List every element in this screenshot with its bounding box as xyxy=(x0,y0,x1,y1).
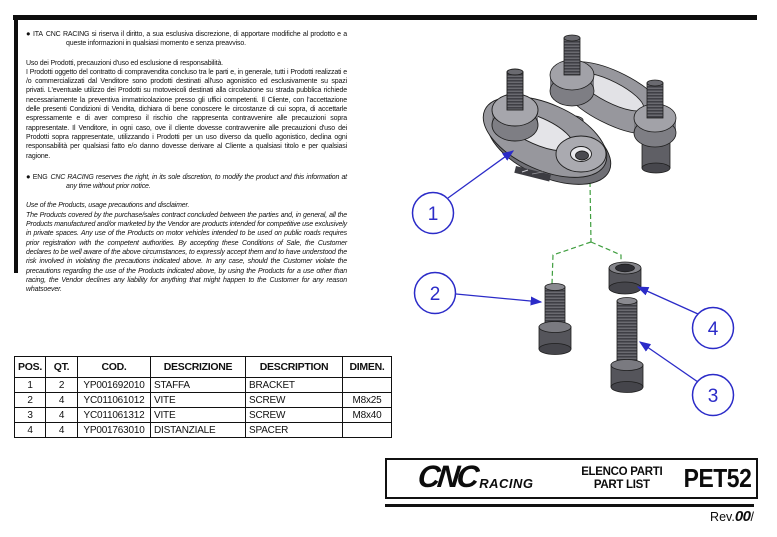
cell-code: YC011061012 xyxy=(78,393,151,408)
part-list-title xyxy=(565,466,679,492)
callout-1-label: 1 xyxy=(427,204,439,225)
eng-bullet-icon: ● xyxy=(26,171,31,181)
cell-description: SPACER xyxy=(246,423,343,438)
ita-usage-body: I Prodotti oggetto del contratto di compravendita concluso tra le parti e, in generale, tutti i Prodotti realizzati e /o commercializzati dal Venditore sono prodotti destinati all'uso agonistico ed esclusivamente su spazi privati. L'eventuale utilizzo dei Prodotti su motoveicoli destinati alla circolazione su strada pubblica richiede necessariamente la preventiva immatricolazione presso gli uffici competenti. Il Cliente, con l'accettazione delle presenti Condizioni di Vendita, dichiara di bene conoscere le circostanze di cui sopra, di accettarle espressamente e di aver compreso il rischio che rappresenta contravvenire alle precauzioni sopra rappresentate. Il Venditore, in ogni caso, ove il cliente dovesse contravvenire alle precauzioni d'uso dei Prodotti sopra rappresentate, utilizzando i Prodotti per un uso diverso da quello agonistico, declina ogni responsabilità per qualsiasi fatto e/o danno dovesse derivare al Cliente a qualsiasi titolo e per qualsiasi ragione. xyxy=(26,68,347,160)
cell-code: YC011061312 xyxy=(78,408,151,423)
cell-dimen: M8x25 xyxy=(343,393,392,408)
revision-label: Rev. xyxy=(710,510,735,524)
col-pos-header: POS. xyxy=(15,357,46,378)
eng-notice xyxy=(26,172,347,192)
assembly-drawing xyxy=(385,20,777,450)
table-row xyxy=(15,393,392,408)
cell-description: SCREW xyxy=(246,408,343,423)
cell-descrizione: DISTANZIALE xyxy=(151,423,246,438)
revision-suffix: / xyxy=(750,510,754,524)
table-row xyxy=(15,423,392,438)
ita-label: ITA xyxy=(32,31,43,38)
leader-line-3 xyxy=(640,342,698,382)
screw-long xyxy=(611,298,643,393)
table-header-row xyxy=(15,357,392,378)
cell-qty: 2 xyxy=(46,378,78,393)
leader-line-4 xyxy=(638,287,698,314)
cell-qty: 4 xyxy=(46,408,78,423)
revision xyxy=(385,508,754,525)
screw-short xyxy=(539,284,571,355)
eng-label: ENG xyxy=(32,173,48,181)
leader-lines xyxy=(448,151,698,382)
cell-pos: 1 xyxy=(15,378,46,393)
ita-notice-text: CNC RACING si riserva il diritto, a sua esclusiva discrezione, di apportare modifiche al prodotto e a queste informazioni in qualsiasi momento e senza preavviso. xyxy=(45,31,348,48)
document-code: PET52 xyxy=(683,463,752,493)
callout-2-label: 2 xyxy=(429,284,441,305)
eng-usage-title: Use of the Products, usage precautions and disclaimer. xyxy=(26,202,190,210)
brand-cnc-wordmark: CNC xyxy=(416,458,479,494)
leader-line-1 xyxy=(448,151,513,198)
col-descrizione-header: DESCRIZIONE xyxy=(151,357,246,378)
callout-2 xyxy=(415,273,456,314)
ita-notice xyxy=(26,29,347,49)
part-list-title-eng: PART LIST xyxy=(593,478,650,491)
title-block xyxy=(385,458,758,499)
cell-dimen xyxy=(343,423,392,438)
disclaimer-section xyxy=(26,29,347,305)
col-description-header: DESCRIPTION xyxy=(246,357,343,378)
cell-dimen xyxy=(343,378,392,393)
cell-descrizione: VITE xyxy=(151,408,246,423)
callout-1 xyxy=(413,193,454,234)
bottom-divider-bar xyxy=(385,504,754,507)
cell-qty: 4 xyxy=(46,423,78,438)
left-divider-bar xyxy=(14,20,18,273)
table-row xyxy=(15,378,392,393)
cell-description: BRACKET xyxy=(246,378,343,393)
cell-pos: 3 xyxy=(15,408,46,423)
cell-descrizione: STAFFA xyxy=(151,378,246,393)
table-row xyxy=(15,408,392,423)
callout-4 xyxy=(693,308,734,349)
cell-pos: 4 xyxy=(15,423,46,438)
ita-bullet-icon: ● xyxy=(26,29,31,38)
cell-pos: 2 xyxy=(15,393,46,408)
cell-qty: 4 xyxy=(46,393,78,408)
ita-usage-title: Uso dei Prodotti, precauzioni d'uso ed esclusione di responsabilità. xyxy=(26,59,223,67)
revision-number: 00 xyxy=(734,508,751,525)
callout-4-label: 4 xyxy=(707,319,719,340)
cell-description: SCREW xyxy=(246,393,343,408)
cell-code: YP001763010 xyxy=(78,423,151,438)
callout-3 xyxy=(693,375,734,416)
col-code-header: COD. xyxy=(78,357,151,378)
leader-line-2 xyxy=(456,294,541,302)
part-list-title-ita: ELENCO PARTI xyxy=(581,465,663,478)
parts-table xyxy=(14,356,392,438)
cell-code: YP001692010 xyxy=(78,378,151,393)
eng-notice-text: CNC RACING reserves the right, in its sole discretion, to modify the product and this information at any time without prior notice. xyxy=(50,173,347,191)
col-qty-header: QT. xyxy=(46,357,78,378)
brand-logo xyxy=(387,458,565,494)
spacer-part xyxy=(609,262,641,294)
cell-descrizione: VITE xyxy=(151,393,246,408)
col-dimen-header: DIMEN. xyxy=(343,357,392,378)
eng-usage-body: The Products covered by the purchase/sales contract concluded between the parties and, in general, all the Products manufactured and/or marketed by the Vendor are products intended for competitive use exclusively in private spaces. Any use of the Products on motor vehicles intended to be used on public roads requires prior registration with the competent authorities. By accepting these Conditions of Sale, the Customer declares to be well aware of the above circumstances, to expressly accept them and to have understood the risk involved in violating the precautions indicated above. In any case, should the Customer violate the precautions regarding the use of the Products indicated above, by using the Products for a use other than racing, the Vendor declines any liability for anything that might happen to the Customer for any reason whatsoever. xyxy=(26,211,347,294)
cell-dimen: M8x40 xyxy=(343,408,392,423)
callout-3-label: 3 xyxy=(707,386,719,407)
brand-racing-wordmark: RACING xyxy=(479,475,534,491)
